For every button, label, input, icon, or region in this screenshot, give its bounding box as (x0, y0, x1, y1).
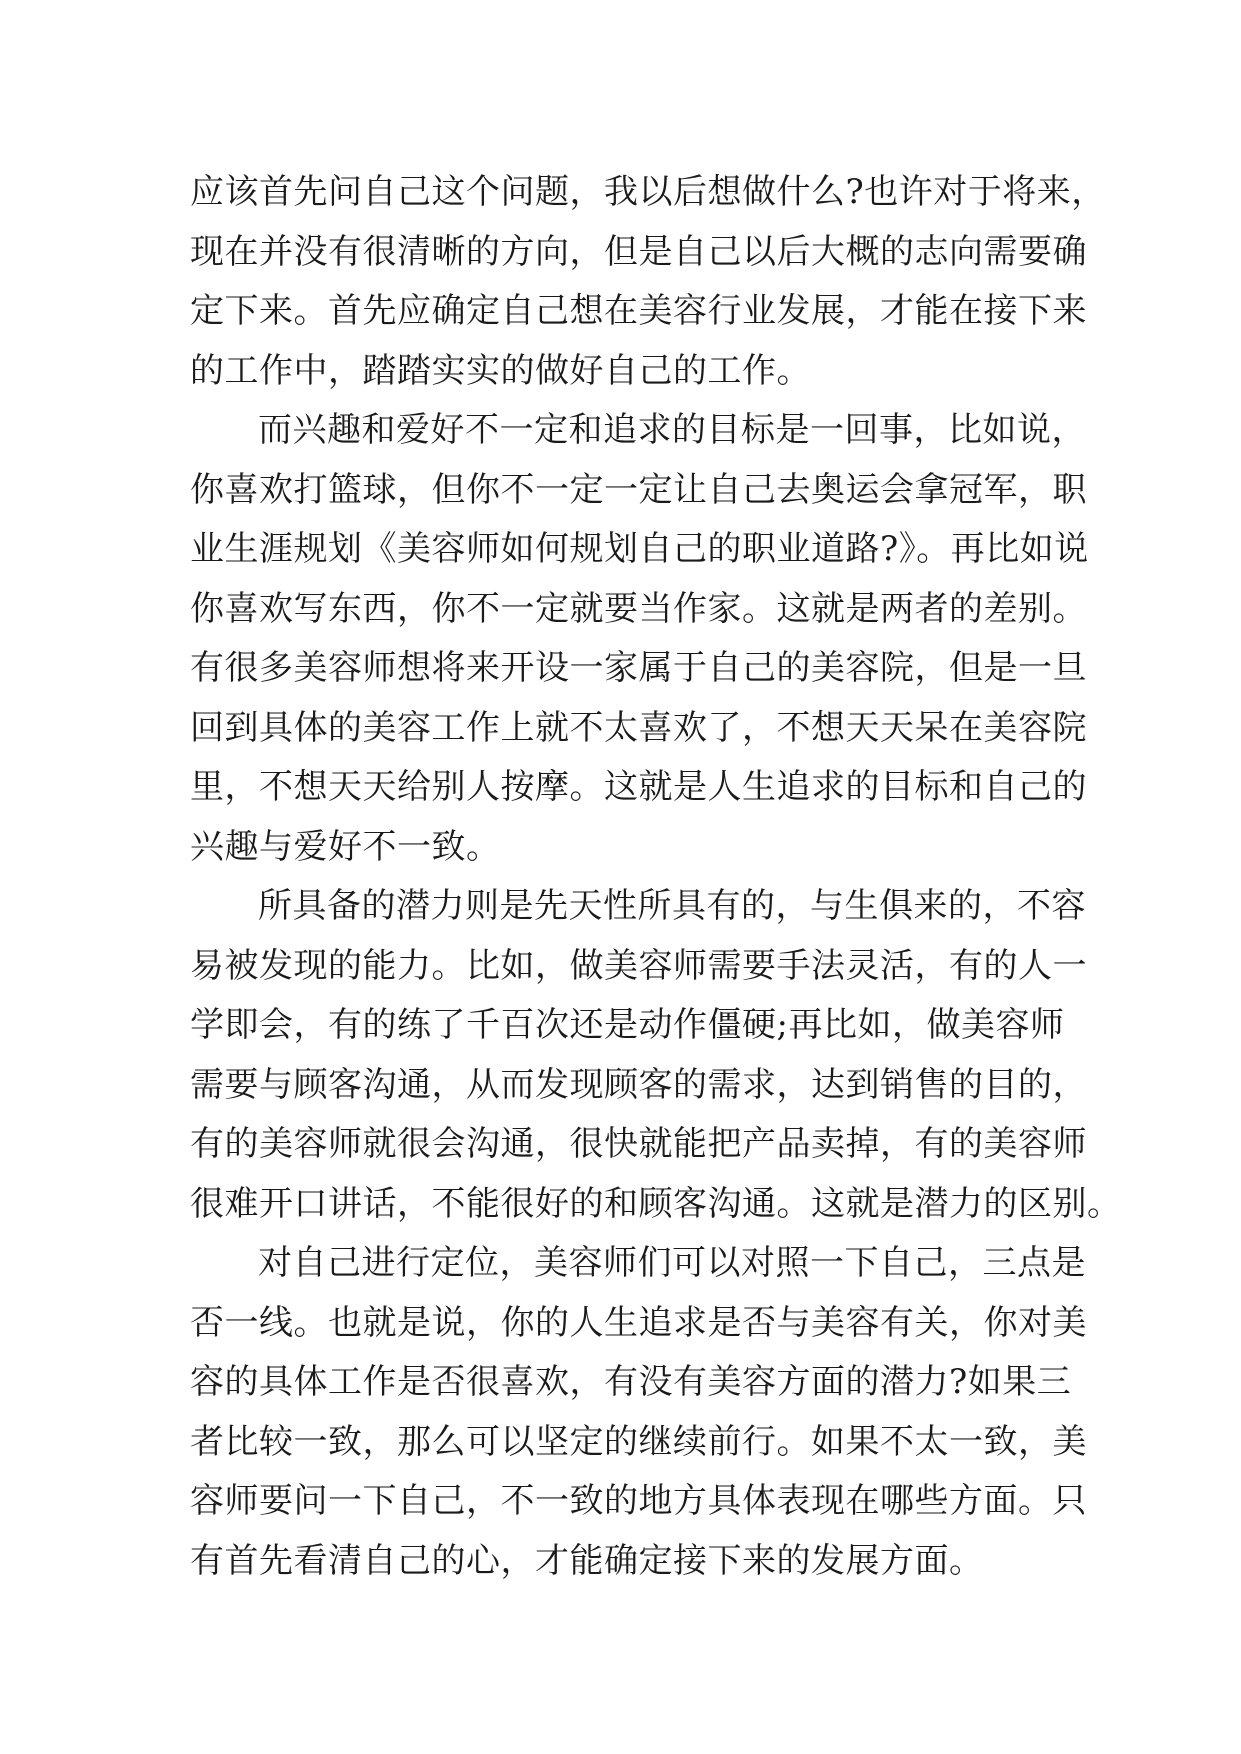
paragraph-line: 需要与顾客沟通，从而发现顾客的需求，达到销售的目的， (190, 1064, 1087, 1105)
paragraph-line: 业生涯规划《美容师如何规划自己的职业道路?》。再比如说 (190, 529, 1089, 569)
paragraph-line: 现在并没有很清晰的方向，但是自己以后大概的志向需要确 (190, 231, 1087, 272)
paragraph-line: 你喜欢写东西，你不一定就要当作家。这就是两者的差别。 (190, 588, 1087, 629)
paragraph-line: 学即会，有的练了千百次还是动作僵硬;再比如，做美容师 (190, 1005, 1065, 1045)
paragraph-line: 容师要问一下自己，不一致的地方具体表现在哪些方面。只 (190, 1481, 1087, 1521)
document-body (190, 163, 1122, 1591)
paragraph-line: 者比较一致，那么可以坚定的继续前行。如果不太一致，美 (190, 1421, 1087, 1462)
paragraph-line: 而兴趣和爱好不一定和追求的目标是一回事，比如说， (258, 410, 1086, 450)
paragraph-line: 所具备的潜力则是先天性所具有的，与生俱来的，不容 (258, 886, 1086, 926)
paragraph-2 (190, 401, 1089, 877)
paragraph-line: 定下来。首先应确定自己想在美容行业发展，才能在接下来 (190, 291, 1087, 331)
paragraph-line: 有很多美容师想将来开设一家属于自己的美容院，但是一旦 (190, 648, 1087, 688)
paragraph-1 (190, 163, 1106, 401)
paragraph-line: 对自己进行定位，美容师们可以对照一下自己，三点是 (258, 1243, 1086, 1283)
paragraph-line: 很难开口讲话，不能很好的和顾客沟通。这就是潜力的区别。 (190, 1183, 1122, 1224)
paragraph-4 (190, 1234, 1087, 1591)
paragraph-line: 你喜欢打篮球，但你不一定一定让自己去奥运会拿冠军，职 (190, 469, 1087, 510)
paragraph-3 (190, 877, 1122, 1234)
paragraph-line: 应该首先问自己这个问题，我以后想做什么?也许对于将来， (190, 172, 1106, 212)
paragraph-line: 否一线。也就是说，你的人生追求是否与美容有关，你对美 (190, 1302, 1087, 1343)
paragraph-line: 兴趣与爱好不一致。 (190, 826, 501, 867)
paragraph-line: 有的美容师就很会沟通，很快就能把产品卖掉，有的美容师 (190, 1124, 1087, 1164)
paragraph-line: 回到具体的美容工作上就不太喜欢了，不想天天呆在美容院 (190, 707, 1087, 748)
paragraph-line: 有首先看清自己的心，才能确定接下来的发展方面。 (190, 1540, 984, 1581)
paragraph-line: 容的具体工作是否很喜欢，有没有美容方面的潜力?如果三 (190, 1362, 1072, 1402)
paragraph-line: 的工作中，踏踏实实的做好自己的工作。 (190, 350, 811, 391)
paragraph-line: 里，不想天天给别人按摩。这就是人生追求的目标和自己的 (190, 767, 1087, 807)
paragraph-line: 易被发现的能力。比如，做美容师需要手法灵活，有的人一 (190, 945, 1087, 986)
